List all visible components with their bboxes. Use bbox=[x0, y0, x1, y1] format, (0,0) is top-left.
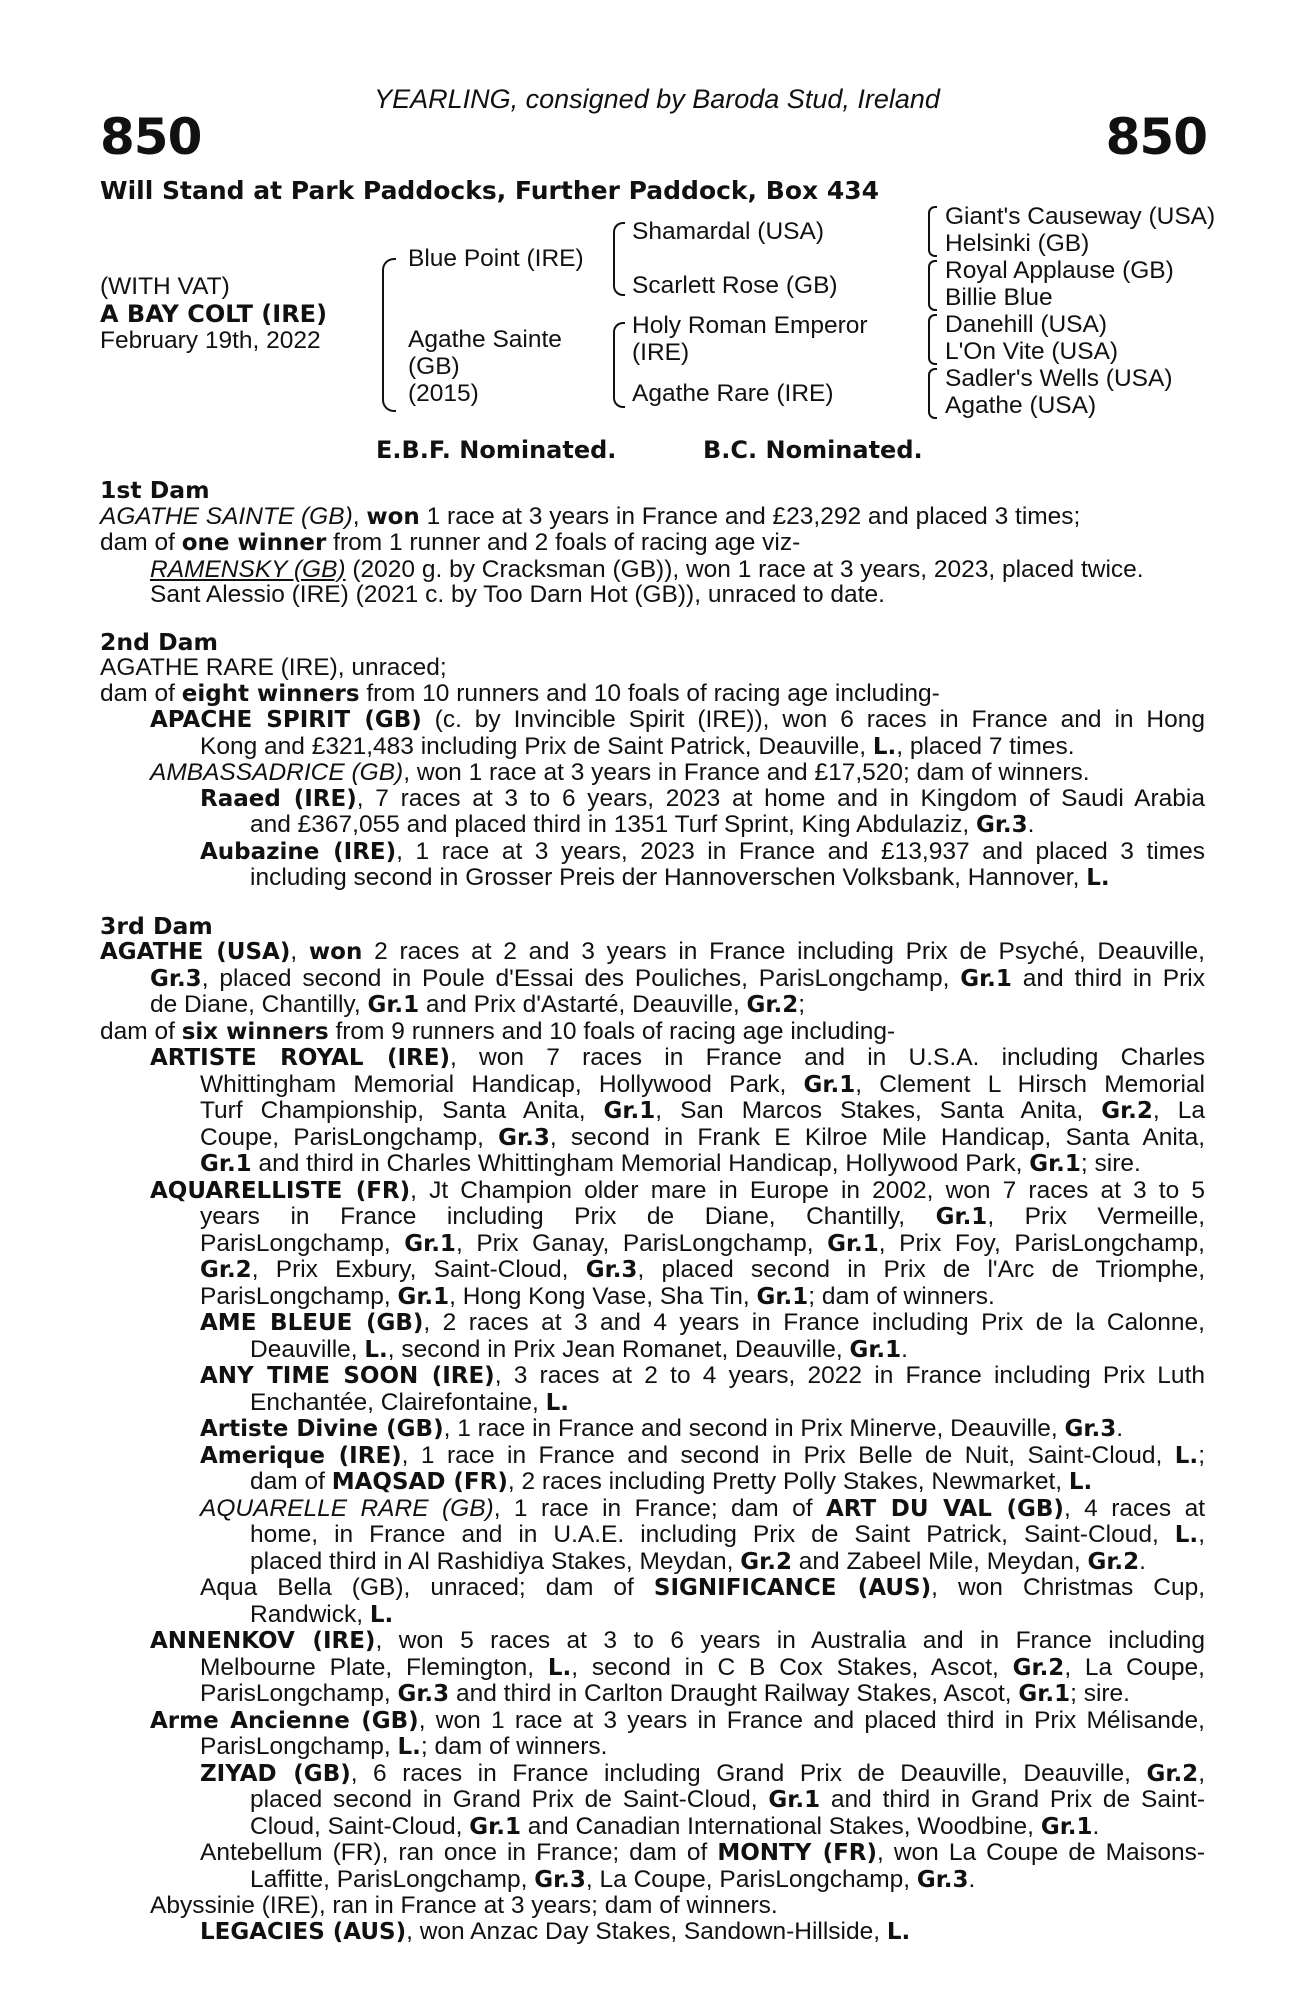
sire: Blue Point (IRE) bbox=[408, 245, 584, 272]
dam-name-line1: Agathe Sainte bbox=[408, 326, 562, 353]
granddam-4: Billie Blue bbox=[945, 284, 1053, 311]
produce-entry: ZIYAD (GB), 6 races in France including Grand Prix de Deauville, Deauville, Gr.2, bbox=[200, 1759, 1205, 1787]
produce-entry-cont: placed third in Al Rashidiya Stakes, Meydan, Gr.2 and Zabeel Mile, Meydan, Gr.2. bbox=[250, 1547, 1146, 1575]
produce-entry-cont: ParisLongchamp, L.; dam of winners. bbox=[200, 1733, 608, 1760]
sire-of-dam-line2: (IRE) bbox=[632, 339, 690, 366]
produce-entry: Sant Alessio (IRE) (2021 c. by Too Darn Hot (GB)), unraced to date. bbox=[150, 581, 885, 608]
third-dam-produce-summary: dam of six winners from 9 runners and 10 foals of racing age including- bbox=[100, 1017, 896, 1045]
produce-entry-cont: Laffitte, ParisLongchamp, Gr.3, La Coupe, ParisLongchamp, Gr.3. bbox=[250, 1865, 976, 1893]
granddam-6: L'On Vite (USA) bbox=[945, 338, 1119, 365]
third-dam-line: AGATHE (USA), won 2 races at 2 and 3 years in France including Prix de Psyché, Deauville, bbox=[100, 938, 1205, 965]
sire-of-dam-line1: Holy Roman Emperor bbox=[632, 312, 868, 339]
produce-entry-cont: Enchantée, Clairefontaine, L. bbox=[250, 1388, 569, 1416]
produce-entry-cont: placed second in Grand Prix de Saint-Cloud, Gr.1 and third in Grand Prix de Saint- bbox=[250, 1786, 1206, 1813]
produce-entry-cont: Cloud, Saint-Cloud, Gr.1 and Canadian International Stakes, Woodbine, Gr.1. bbox=[250, 1812, 1100, 1840]
granddam-2: Helsinki (GB) bbox=[945, 230, 1090, 257]
pedigree-bracket-1 bbox=[382, 258, 396, 412]
produce-entry-cont: ParisLongchamp, Gr.1, Prix Ganay, ParisLongchamp, Gr.1, Prix Foy, ParisLongchamp, bbox=[200, 1229, 1205, 1257]
produce-entry: Arme Ancienne (GB), won 1 race at 3 years in France and placed third in Prix Mélisande, bbox=[150, 1706, 1205, 1734]
produce-entry: Aqua Bella (GB), unraced; dam of SIGNIFICANCE (AUS), won Christmas Cup, bbox=[200, 1574, 1205, 1601]
produce-entry: Raaed (IRE), 7 races at 3 to 6 years, 2023 at home and in Kingdom of Saudi Arabia bbox=[200, 784, 1205, 812]
produce-entry-cont: ParisLongchamp, Gr.1, Hong Kong Vase, Sha Tin, Gr.1; dam of winners. bbox=[200, 1282, 995, 1310]
third-dam-line-cont: Gr.3, placed second in Poule d'Essai des Pouliches, ParisLongchamp, Gr.1 and third in Prix bbox=[150, 964, 1206, 992]
pedigree-bracket-3c bbox=[928, 314, 937, 365]
produce-entry: AME BLEUE (GB), 2 races at 3 and 4 years in France including Prix de la Calonne, bbox=[200, 1309, 1205, 1336]
produce-entry: Amerique (IRE), 1 race in France and second in Prix Belle de Nuit, Saint-Cloud, L.; bbox=[200, 1441, 1205, 1469]
produce-entry: RAMENSKY (GB) (2020 g. by Cracksman (GB)), won 1 race at 3 years, 2023, placed twice. bbox=[150, 555, 1144, 583]
pedigree-bracket-3a bbox=[928, 206, 937, 257]
dam-name-line2: (GB) bbox=[408, 353, 460, 380]
third-dam-line-cont: de Diane, Chantilly, Gr.1 and Prix d'Astarté, Deauville, Gr.2; bbox=[150, 991, 806, 1018]
produce-entry: ANNENKOV (IRE), won 5 races at 3 to 6 years in Australia and in France including bbox=[150, 1627, 1205, 1654]
pedigree-bracket-2a bbox=[613, 222, 625, 296]
grandsire-5: Danehill (USA) bbox=[945, 311, 1108, 338]
produce-entry: AQUARELLE RARE (GB), 1 race in France; dam of ART DU VAL (GB), 4 races at bbox=[200, 1494, 1206, 1522]
produce-entry-cont: Melbourne Plate, Flemington, L., second in C B Cox Stakes, Ascot, Gr.2, La Coupe, bbox=[200, 1653, 1205, 1681]
produce-entry: Abyssinie (IRE), ran in France at 3 years; dam of winners. bbox=[150, 1892, 778, 1919]
pedigree-bracket-2b bbox=[613, 322, 625, 408]
dam-of-sire: Scarlett Rose (GB) bbox=[632, 272, 838, 299]
second-dam-produce-summary: dam of eight winners from 10 runners and 10 foals of racing age including- bbox=[100, 679, 940, 707]
granddam-8: Agathe (USA) bbox=[945, 392, 1097, 419]
produce-entry-cont: Turf Championship, Santa Anita, Gr.1, San Marcos Stakes, Santa Anita, Gr.2, La bbox=[200, 1097, 1206, 1124]
grandsire-1: Giant's Causeway (USA) bbox=[945, 203, 1216, 230]
produce-entry-cont: home, in France and in U.A.E. including Prix de Saint Patrick, Saint-Cloud, L., bbox=[250, 1521, 1205, 1548]
produce-entry: LEGACIES (AUS), won Anzac Day Stakes, Sandown-Hillside, L. bbox=[200, 1917, 911, 1945]
lot-subject: A BAY COLT (IRE) bbox=[100, 300, 328, 328]
produce-entry: AQUARELLISTE (FR), Jt Champion older mare in Europe in 2002, won 7 races at 3 to 5 bbox=[150, 1176, 1205, 1204]
produce-entry-cont: ParisLongchamp, Gr.3 and third in Carlton Draught Railway Stakes, Ascot, Gr.1; sire. bbox=[200, 1680, 1130, 1707]
bc-nominated: B.C. Nominated. bbox=[703, 436, 923, 464]
first-dam-heading: 1st Dam bbox=[100, 476, 210, 504]
grandsire-7: Sadler's Wells (USA) bbox=[945, 365, 1173, 392]
foaling-date: February 19th, 2022 bbox=[100, 327, 321, 354]
produce-entry-cont: Gr.2, Prix Exbury, Saint-Cloud, Gr.3, placed second in Prix de l'Arc de Triomphe, bbox=[200, 1256, 1205, 1283]
produce-entry: Artiste Divine (GB), 1 race in France and second in Prix Minerve, Deauville, Gr.3. bbox=[200, 1415, 1124, 1442]
produce-entry-cont: Gr.1 and third in Charles Whittingham Memorial Handicap, Hollywood Park, Gr.1; sire. bbox=[200, 1150, 1141, 1177]
pedigree-bracket-3d bbox=[928, 368, 937, 419]
produce-entry-cont: Whittingham Memorial Handicap, Hollywood Park, Gr.1, Clement L Hirsch Memorial bbox=[200, 1070, 1206, 1098]
produce-entry: AMBASSADRICE (GB), won 1 race at 3 years in France and £17,520; dam of winners. bbox=[150, 759, 1090, 786]
produce-entry-cont: including second in Grosser Preis der Hannoverschen Volksbank, Hannover, L. bbox=[250, 864, 1110, 891]
vat-note: (WITH VAT) bbox=[100, 273, 230, 300]
dam-of-dam: Agathe Rare (IRE) bbox=[632, 380, 834, 407]
first-dam-line: AGATHE SAINTE (GB), won 1 race at 3 years in France and £23,292 and placed 3 times; bbox=[100, 502, 1081, 530]
stand-location: Will Stand at Park Paddocks, Further Paddock, Box 434 bbox=[100, 176, 880, 205]
ebf-nominated: E.B.F. Nominated. bbox=[376, 436, 617, 464]
consignment-line: YEARLING, consigned by Baroda Stud, Ireland bbox=[374, 84, 940, 114]
sire-of-sire: Shamardal (USA) bbox=[632, 218, 824, 245]
produce-entry-cont: Deauville, L., second in Prix Jean Romanet, Deauville, Gr.1. bbox=[250, 1335, 908, 1363]
produce-entry-cont: Coupe, ParisLongchamp, Gr.3, second in Frank E Kilroe Mile Handicap, Santa Anita, bbox=[200, 1123, 1205, 1151]
produce-entry-cont: years in France including Prix de Diane, Chantilly, Gr.1, Prix Vermeille, bbox=[200, 1203, 1205, 1230]
third-dam-heading: 3rd Dam bbox=[100, 911, 213, 940]
dam-year: (2015) bbox=[408, 380, 479, 407]
produce-entry: Antebellum (FR), ran once in France; dam of MONTY (FR), won La Coupe de Maisons- bbox=[200, 1839, 1205, 1866]
produce-entry-cont: dam of MAQSAD (FR), 2 races including Pretty Polly Stakes, Newmarket, L. bbox=[250, 1468, 1093, 1495]
produce-entry-cont: Kong and £321,483 including Prix de Saint Patrick, Deauville, L., placed 7 times. bbox=[200, 732, 1075, 760]
lot-number-left: 850 bbox=[100, 108, 202, 166]
produce-entry: APACHE SPIRIT (GB) (c. by Invincible Spirit (IRE)), won 6 races in France and in Hong bbox=[150, 706, 1205, 733]
produce-entry-cont: Randwick, L. bbox=[250, 1600, 394, 1628]
produce-entry: ARTISTE ROYAL (IRE), won 7 races in France and in U.S.A. including Charles bbox=[150, 1044, 1205, 1071]
produce-record bbox=[0, 478, 1314, 1945]
second-dam-line: AGATHE RARE (IRE), unraced; bbox=[100, 654, 447, 681]
first-dam-produce-summary: dam of one winner from 1 runner and 2 foals of racing age viz- bbox=[100, 529, 801, 556]
second-dam-heading: 2nd Dam bbox=[100, 627, 218, 656]
pedigree-bracket-3b bbox=[928, 260, 937, 311]
grandsire-3: Royal Applause (GB) bbox=[945, 257, 1174, 284]
produce-entry: ANY TIME SOON (IRE), 3 races at 2 to 4 years, 2022 in France including Prix Luth bbox=[200, 1362, 1205, 1389]
lot-number-right: 850 bbox=[1105, 108, 1207, 166]
produce-entry: Aubazine (IRE), 1 race at 3 years, 2023 in France and £13,937 and placed 3 times bbox=[200, 837, 1205, 865]
produce-entry-cont: and £367,055 and placed third in 1351 Turf Sprint, King Abdulaziz, Gr.3. bbox=[250, 811, 1035, 838]
